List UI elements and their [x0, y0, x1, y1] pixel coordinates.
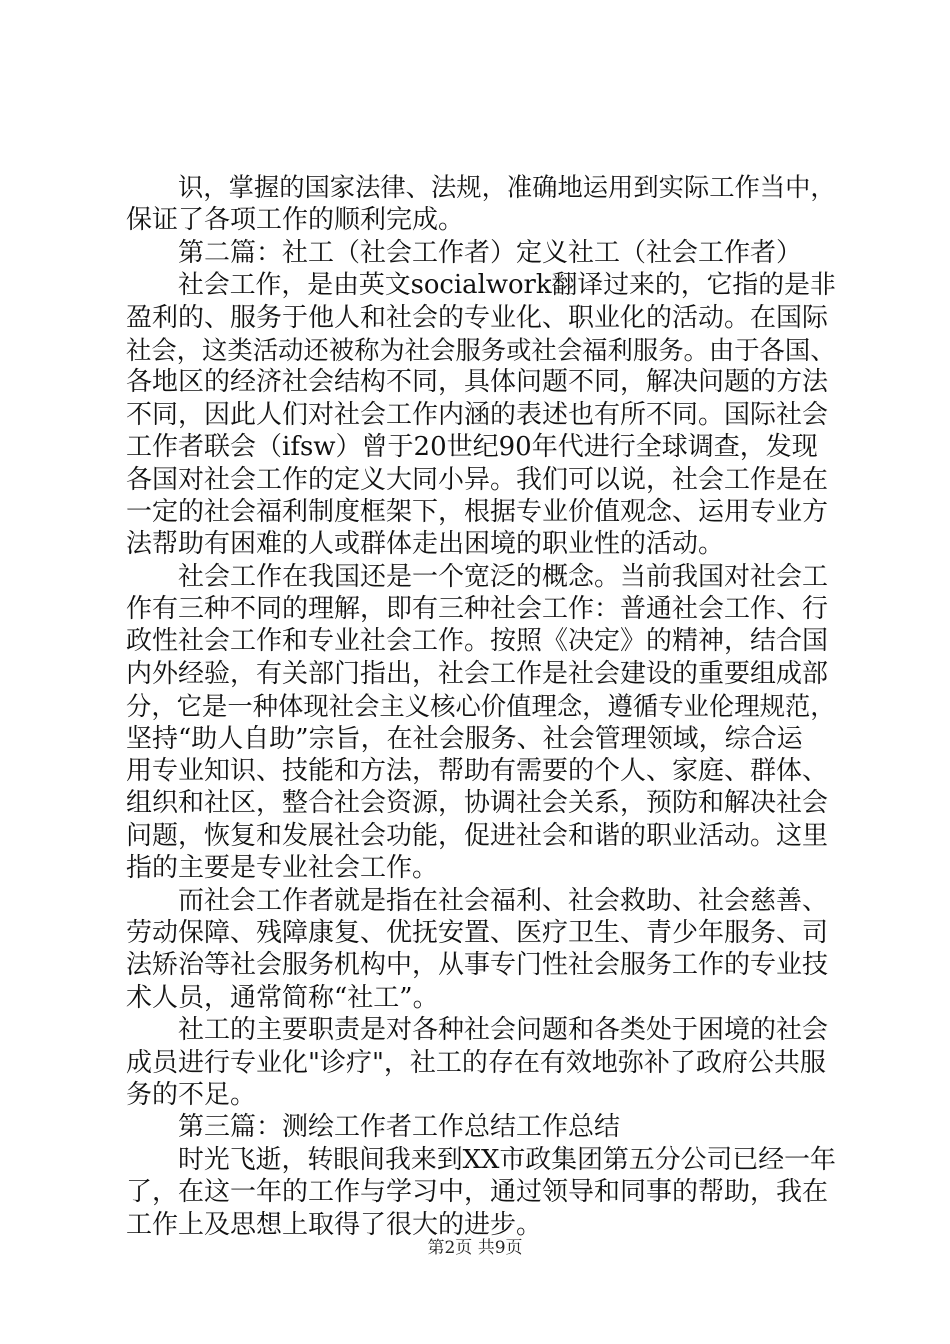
text-line: 了，在这一年的工作与学习中，通过领导和同事的帮助，我在 — [126, 1177, 829, 1208]
text-line: 社工的主要职责是对各种社会问题和各类处于困境的社会 — [178, 1015, 829, 1046]
text-line: 时光飞逝，转眼间我来到XX市政集团第五分公司已经一年 — [178, 1144, 836, 1175]
text-line: 务的不足。 — [126, 1079, 257, 1110]
page-footer: 第2页 共9页 — [427, 1238, 523, 1258]
text-line: 作有三种不同的理解，即有三种社会工作：普通社会工作、行 — [126, 594, 829, 625]
text-line: 保证了各项工作的顺利完成。 — [126, 205, 465, 236]
text-line: 内外经验，有关部门指出，社会工作是社会建设的重要组成部 — [126, 658, 829, 689]
text-line: 成员进行专业化"诊疗"，社工的存在有效地弥补了政府公共服 — [126, 1047, 826, 1078]
text-line: 法矫治等社会服务机构中，从事专门性社会服务工作的专业技 — [126, 950, 829, 981]
text-line: 各地区的经济社会结构不同，具体问题不同，解决问题的方法 — [126, 367, 829, 398]
text-line: 识，掌握的国家法律、法规，准确地运用到实际工作当中， — [178, 173, 836, 202]
text-line: 工作者联会（ifsw）曾于20世纪90年代进行全球调查，发现 — [126, 432, 818, 463]
text-line: 盈利的、服务于他人和社会的专业化、职业化的活动。在国际 — [126, 302, 829, 333]
text-line: 问题，恢复和发展社会功能，促进社会和谐的职业活动。这里 — [126, 820, 829, 851]
text-line: 指的主要是专业社会工作。 — [126, 853, 439, 884]
text-line: 而社会工作者就是指在社会福利、社会救助、社会慈善、 — [178, 885, 829, 916]
text-line: 社会工作，是由英文socialwork翻译过来的，它指的是非 — [178, 270, 836, 301]
text-line: 劳动保障、残障康复、优抚安置、医疗卫生、青少年服务、司 — [126, 917, 829, 948]
text-line: 社会工作在我国还是一个宽泛的概念。当前我国对社会工 — [178, 561, 829, 592]
document-body — [126, 172, 836, 1241]
text-line: 用专业知识、技能和方法，帮助有需要的个人、家庭、群体、 — [126, 756, 829, 787]
text-line: 第三篇：测绘工作者工作总结工作总结 — [178, 1112, 621, 1143]
text-line: 第二篇：社工（社会工作者）定义社工（社会工作者） — [178, 237, 803, 268]
text-line: 工作上及思想上取得了很大的进步。 — [126, 1209, 543, 1240]
text-line: 政性社会工作和专业社会工作。按照《决定》的精神，结合国 — [126, 626, 829, 657]
text-line: 坚持“助人自助”宗旨，在社会服务、社会管理领域，综合运 — [126, 723, 803, 754]
text-line: 一定的社会福利制度框架下，根据专业价值观念、运用专业方 — [126, 496, 829, 527]
text-line: 不同，因此人们对社会工作内涵的表述也有所不同。国际社会 — [126, 399, 829, 430]
text-line: 各国对社会工作的定义大同小异。我们可以说，社会工作是在 — [126, 464, 829, 495]
text-line: 术人员，通常简称“社工”。 — [126, 982, 439, 1013]
text-line: 组织和社区，整合社会资源，协调社会关系，预防和解决社会 — [126, 788, 829, 819]
text-line: 法帮助有困难的人或群体走出困境的职业性的活动。 — [126, 529, 725, 560]
text-line: 社会，这类活动还被称为社会服务或社会福利服务。由于各国、 — [126, 334, 836, 365]
text-line: 分，它是一种体现社会主义核心价值理念，遵循专业伦理规范， — [126, 691, 836, 722]
